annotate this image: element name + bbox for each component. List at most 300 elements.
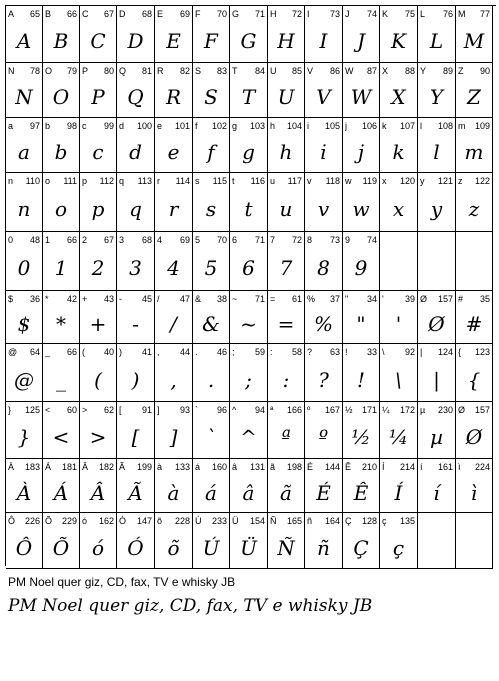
glyph-label bbox=[307, 234, 340, 246]
glyph-char: à bbox=[157, 462, 163, 472]
glyph-char: Ê bbox=[345, 462, 352, 472]
glyph-label bbox=[458, 346, 490, 358]
glyph-char: 9 bbox=[345, 235, 351, 245]
glyph-label bbox=[420, 175, 453, 187]
glyph-cell bbox=[343, 291, 380, 344]
glyph-code: 113 bbox=[137, 176, 152, 186]
glyph-char: C bbox=[82, 9, 89, 19]
glyph-sample: À bbox=[16, 480, 32, 505]
glyph-sample: { bbox=[467, 367, 481, 392]
glyph-label bbox=[345, 8, 377, 20]
glyph-sample: m bbox=[464, 140, 484, 164]
glyph-cell bbox=[456, 459, 493, 513]
glyph-code: 210 bbox=[361, 462, 377, 472]
glyph-label bbox=[232, 461, 265, 473]
glyph-code: 43 bbox=[103, 294, 114, 304]
glyph-sample: X bbox=[391, 85, 406, 109]
glyph-cell bbox=[6, 344, 43, 402]
glyph-cell bbox=[456, 63, 493, 118]
glyph-char: T bbox=[232, 66, 238, 76]
glyph-sample: ` bbox=[206, 425, 216, 449]
glyph-sample: Í bbox=[394, 480, 403, 505]
glyph-cell bbox=[155, 344, 193, 402]
glyph-cell bbox=[80, 6, 117, 63]
glyph-sample: o bbox=[54, 197, 68, 221]
glyph-label bbox=[8, 515, 40, 527]
glyph-label bbox=[382, 234, 415, 246]
glyph-code: 118 bbox=[325, 176, 340, 186]
glyph-sample: + bbox=[89, 312, 107, 336]
glyph-code: 99 bbox=[103, 121, 114, 131]
glyph-code: 37 bbox=[329, 294, 340, 304]
glyph-char: k bbox=[382, 121, 387, 131]
glyph-cell bbox=[418, 232, 456, 291]
glyph-code: 105 bbox=[324, 121, 340, 131]
glyph-sample: õ bbox=[167, 535, 180, 560]
glyph-label bbox=[270, 234, 302, 246]
sample-text-font: PM Noel quer giz, CD, fax, TV e whisky JB bbox=[8, 596, 373, 616]
glyph-code: 40 bbox=[103, 347, 114, 357]
glyph-code: 157 bbox=[474, 405, 490, 415]
glyph-char: Q bbox=[119, 66, 127, 76]
glyph-char: { bbox=[458, 347, 462, 357]
glyph-code: 120 bbox=[399, 176, 415, 186]
glyph-code: 96 bbox=[216, 405, 227, 415]
glyph-code: 73 bbox=[329, 9, 340, 19]
glyph-code: 42 bbox=[66, 294, 77, 304]
glyph-sample bbox=[456, 529, 492, 566]
glyph-cell bbox=[343, 63, 380, 118]
glyph-code: 167 bbox=[324, 405, 340, 415]
glyph-sample: B bbox=[53, 29, 69, 53]
glyph-char: Ø bbox=[458, 405, 466, 415]
glyph-char: ç bbox=[382, 516, 387, 526]
glyph-cell bbox=[43, 173, 80, 232]
glyph-char: ¼ bbox=[382, 405, 390, 415]
glyph-cell bbox=[418, 63, 456, 118]
glyph-label bbox=[119, 515, 152, 527]
glyph-sample: e bbox=[167, 140, 180, 164]
glyph-code: 76 bbox=[442, 9, 453, 19]
glyph-label bbox=[82, 234, 114, 246]
glyph-sample: í bbox=[433, 480, 440, 505]
glyph-cell bbox=[418, 344, 456, 402]
glyph-cell bbox=[193, 459, 230, 513]
glyph-code: 58 bbox=[291, 347, 302, 357]
glyph-char: w bbox=[345, 176, 352, 186]
glyph-code: 160 bbox=[211, 462, 227, 472]
glyph-code: 164 bbox=[324, 516, 340, 526]
glyph-code: 89 bbox=[442, 66, 453, 76]
glyph-char: Á bbox=[45, 462, 52, 472]
glyph-sample: p bbox=[91, 197, 105, 221]
glyph-label bbox=[157, 404, 190, 416]
glyph-code: 144 bbox=[324, 462, 340, 472]
glyph-label bbox=[82, 293, 114, 305]
glyph-cell bbox=[456, 513, 493, 569]
glyph-code: 78 bbox=[29, 66, 40, 76]
glyph-cell bbox=[230, 173, 268, 232]
glyph-char: d bbox=[119, 121, 125, 131]
glyph-cell bbox=[418, 118, 456, 173]
glyph-sample: j bbox=[357, 140, 365, 164]
glyph-sample: Ã bbox=[128, 480, 143, 505]
glyph-cell bbox=[80, 118, 117, 173]
glyph-label bbox=[420, 293, 453, 305]
glyph-sample: A bbox=[16, 29, 32, 53]
glyph-cell bbox=[80, 344, 117, 402]
glyph-label bbox=[45, 346, 77, 358]
glyph-label bbox=[8, 120, 40, 132]
glyph-cell bbox=[305, 118, 343, 173]
glyph-cell bbox=[456, 232, 493, 291]
glyph-label bbox=[157, 65, 190, 77]
glyph-cell bbox=[193, 63, 230, 118]
glyph-sample: ) bbox=[131, 367, 140, 392]
glyph-sample: f bbox=[207, 140, 215, 164]
glyph-label bbox=[270, 293, 302, 305]
glyph-label bbox=[420, 65, 453, 77]
glyph-sample: C bbox=[90, 29, 106, 53]
glyph-cell bbox=[380, 118, 418, 173]
glyph-cell bbox=[155, 6, 193, 63]
glyph-cell bbox=[6, 291, 43, 344]
glyph-cell bbox=[43, 402, 80, 459]
glyph-code: 46 bbox=[216, 347, 227, 357]
glyph-label bbox=[345, 175, 377, 187]
glyph-sample: r bbox=[168, 197, 179, 221]
glyph-char: Ô bbox=[8, 516, 16, 526]
glyph-code: 182 bbox=[98, 462, 114, 472]
glyph-code: 79 bbox=[66, 66, 77, 76]
glyph-label bbox=[345, 461, 377, 473]
glyph-cell bbox=[380, 344, 418, 402]
glyph-label bbox=[307, 8, 340, 20]
glyph-char: á bbox=[195, 462, 201, 472]
glyph-label bbox=[270, 346, 302, 358]
glyph-cell bbox=[268, 402, 305, 459]
glyph-cell bbox=[155, 291, 193, 344]
glyph-char: g bbox=[232, 121, 238, 131]
glyph-cell bbox=[380, 232, 418, 291]
glyph-char: M bbox=[458, 9, 466, 19]
glyph-cell bbox=[117, 118, 155, 173]
glyph-sample: 4 bbox=[167, 256, 180, 280]
glyph-code: 214 bbox=[399, 462, 415, 472]
glyph-label bbox=[420, 515, 453, 527]
glyph-sample: } bbox=[17, 425, 31, 449]
glyph-code: 85 bbox=[291, 66, 302, 76]
glyph-code: 45 bbox=[141, 294, 152, 304]
glyph-sample: @ bbox=[14, 367, 34, 392]
glyph-sample: - bbox=[132, 312, 139, 336]
glyph-code: 63 bbox=[329, 347, 340, 357]
glyph-sample: ? bbox=[318, 367, 329, 392]
glyph-sample: Â bbox=[90, 480, 106, 505]
glyph-char: Ó bbox=[119, 516, 127, 526]
glyph-cell bbox=[6, 459, 43, 513]
glyph-label bbox=[8, 461, 40, 473]
glyph-cell bbox=[80, 232, 117, 291]
glyph-sample: k bbox=[392, 140, 405, 164]
glyph-cell bbox=[43, 6, 80, 63]
glyph-label bbox=[232, 65, 265, 77]
glyph-sample: _ bbox=[56, 367, 66, 392]
glyph-label bbox=[420, 8, 453, 20]
glyph-sample bbox=[418, 248, 455, 288]
glyph-sample: Ø bbox=[465, 425, 483, 449]
glyph-code: 67 bbox=[103, 235, 114, 245]
glyph-sample: Q bbox=[127, 85, 144, 109]
glyph-label bbox=[195, 8, 227, 20]
glyph-cell bbox=[80, 513, 117, 569]
glyph-label bbox=[195, 234, 227, 246]
glyph-char: > bbox=[82, 405, 88, 415]
glyph-label bbox=[157, 461, 190, 473]
glyph-cell bbox=[155, 118, 193, 173]
glyph-label bbox=[307, 293, 340, 305]
glyph-cell bbox=[43, 232, 80, 291]
glyph-cell bbox=[230, 6, 268, 63]
glyph-code: 68 bbox=[141, 9, 152, 19]
glyph-char: É bbox=[307, 462, 314, 472]
glyph-code: 61 bbox=[291, 294, 302, 304]
glyph-code: 81 bbox=[141, 66, 152, 76]
glyph-sample: P bbox=[91, 85, 105, 109]
glyph-char: @ bbox=[8, 347, 18, 357]
glyph-cell bbox=[80, 63, 117, 118]
glyph-sample: ¼ bbox=[388, 425, 409, 449]
glyph-code: 80 bbox=[103, 66, 114, 76]
glyph-label bbox=[458, 120, 490, 132]
glyph-sample: W bbox=[350, 85, 372, 109]
glyph-label bbox=[232, 175, 265, 187]
glyph-label bbox=[382, 515, 415, 527]
glyph-sample: V bbox=[316, 85, 331, 109]
glyph-cell bbox=[193, 173, 230, 232]
glyph-cell bbox=[117, 344, 155, 402]
glyph-label bbox=[345, 65, 377, 77]
glyph-code: 199 bbox=[136, 462, 152, 472]
glyph-label bbox=[307, 175, 340, 187]
glyph-label bbox=[382, 293, 415, 305]
glyph-label bbox=[270, 8, 302, 20]
glyph-code: 123 bbox=[474, 347, 490, 357]
glyph-label bbox=[382, 8, 415, 20]
glyph-label bbox=[382, 461, 415, 473]
glyph-label bbox=[45, 65, 77, 77]
glyph-code: 69 bbox=[179, 235, 190, 245]
glyph-sample: h bbox=[279, 140, 293, 164]
glyph-label bbox=[382, 175, 415, 187]
glyph-code: 82 bbox=[179, 66, 190, 76]
glyph-sample: Ê bbox=[353, 480, 369, 505]
glyph-code: 93 bbox=[179, 405, 190, 415]
glyph-label bbox=[82, 461, 114, 473]
glyph-sample: M bbox=[463, 29, 485, 53]
glyph-cell bbox=[80, 459, 117, 513]
glyph-code: 66 bbox=[66, 347, 77, 357]
glyph-sample: # bbox=[465, 312, 483, 336]
glyph-sample: µ bbox=[430, 425, 443, 449]
glyph-cell bbox=[230, 513, 268, 569]
glyph-char: # bbox=[458, 294, 464, 304]
glyph-label bbox=[232, 515, 265, 527]
glyph-sample: b bbox=[54, 140, 68, 164]
glyph-char: O bbox=[45, 66, 53, 76]
glyph-code: 135 bbox=[399, 516, 415, 526]
glyph-sample: 1 bbox=[54, 256, 68, 280]
glyph-cell bbox=[155, 232, 193, 291]
glyph-char: 8 bbox=[307, 235, 313, 245]
glyph-code: 44 bbox=[179, 347, 190, 357]
glyph-char: l bbox=[420, 121, 422, 131]
glyph-char: F bbox=[195, 9, 201, 19]
glyph-cell bbox=[456, 6, 493, 63]
glyph-char: G bbox=[232, 9, 240, 19]
glyph-cell bbox=[456, 344, 493, 402]
glyph-char: 6 bbox=[232, 235, 238, 245]
glyph-sample: Õ bbox=[52, 535, 70, 560]
glyph-cell bbox=[193, 118, 230, 173]
glyph-code: 75 bbox=[404, 9, 415, 19]
glyph-cell bbox=[193, 6, 230, 63]
glyph-cell bbox=[456, 402, 493, 459]
glyph-label bbox=[82, 120, 114, 132]
glyph-cell bbox=[117, 459, 155, 513]
glyph-label bbox=[458, 175, 490, 187]
glyph-char: < bbox=[45, 405, 51, 415]
glyph-char: b bbox=[45, 121, 51, 131]
glyph-label bbox=[82, 175, 114, 187]
glyph-char: r bbox=[157, 176, 160, 186]
glyph-char: Ç bbox=[345, 516, 352, 526]
glyph-label bbox=[458, 234, 490, 246]
glyph-cell bbox=[230, 402, 268, 459]
glyph-char: Õ bbox=[45, 516, 53, 526]
glyph-label bbox=[157, 234, 190, 246]
glyph-code: 183 bbox=[24, 462, 40, 472]
glyph-sample: 8 bbox=[317, 256, 330, 280]
glyph-sample: G bbox=[240, 29, 257, 53]
glyph-label bbox=[119, 346, 152, 358]
glyph-code: 66 bbox=[66, 235, 77, 245]
glyph-code: 34 bbox=[366, 294, 377, 304]
glyph-sample: Ü bbox=[240, 535, 257, 560]
glyph-label bbox=[232, 404, 265, 416]
glyph-label bbox=[119, 8, 152, 20]
glyph-label bbox=[157, 120, 190, 132]
glyph-code: 119 bbox=[362, 176, 377, 186]
glyph-char: K bbox=[382, 9, 389, 19]
glyph-sample: g bbox=[242, 140, 255, 164]
glyph-cell bbox=[268, 173, 305, 232]
glyph-char: a bbox=[8, 121, 14, 131]
glyph-code: 62 bbox=[103, 405, 114, 415]
glyph-cell bbox=[230, 291, 268, 344]
glyph-sample: H bbox=[277, 29, 295, 53]
glyph-char: ) bbox=[119, 347, 122, 357]
glyph-sample: N bbox=[15, 85, 33, 109]
glyph-label bbox=[382, 404, 415, 416]
glyph-cell bbox=[43, 118, 80, 173]
glyph-cell bbox=[43, 291, 80, 344]
glyph-label bbox=[195, 293, 227, 305]
glyph-cell bbox=[230, 63, 268, 118]
glyph-sample: E bbox=[166, 29, 181, 53]
glyph-sample: / bbox=[170, 312, 177, 336]
glyph-sample: ì bbox=[470, 480, 478, 505]
glyph-sample bbox=[380, 248, 417, 288]
glyph-label bbox=[420, 346, 453, 358]
glyph-label bbox=[119, 293, 152, 305]
glyph-sample: à bbox=[167, 480, 180, 505]
glyph-char: ó bbox=[82, 516, 88, 526]
glyph-label bbox=[8, 293, 40, 305]
glyph-char: [ bbox=[119, 405, 122, 415]
glyph-label bbox=[232, 8, 265, 20]
glyph-cell bbox=[418, 402, 456, 459]
glyph-label bbox=[382, 65, 415, 77]
glyph-char: Ú bbox=[195, 516, 202, 526]
glyph-sample: 5 bbox=[204, 256, 218, 280]
glyph-code: 71 bbox=[254, 235, 265, 245]
glyph-code: 88 bbox=[404, 66, 415, 76]
glyph-char: u bbox=[270, 176, 276, 186]
glyph-code: 124 bbox=[437, 347, 453, 357]
glyph-label bbox=[307, 120, 340, 132]
glyph-label bbox=[270, 461, 302, 473]
glyph-sample: 6 bbox=[242, 256, 255, 280]
glyph-code: 103 bbox=[249, 121, 265, 131]
glyph-sample: \ bbox=[395, 367, 402, 392]
glyph-cell bbox=[193, 402, 230, 459]
glyph-char: 1 bbox=[45, 235, 51, 245]
glyph-cell bbox=[305, 291, 343, 344]
glyph-label bbox=[345, 346, 377, 358]
glyph-sample: z bbox=[468, 197, 480, 221]
glyph-char: J bbox=[345, 9, 350, 19]
glyph-sample: J bbox=[356, 29, 366, 53]
glyph-label bbox=[157, 8, 190, 20]
glyph-label bbox=[307, 65, 340, 77]
glyph-sample: Y bbox=[429, 85, 444, 109]
glyph-label bbox=[270, 175, 302, 187]
glyph-sample: Ô bbox=[15, 535, 33, 560]
glyph-code: 70 bbox=[216, 235, 227, 245]
glyph-char: A bbox=[8, 9, 15, 19]
glyph-char: q bbox=[119, 176, 125, 186]
glyph-cell bbox=[155, 173, 193, 232]
glyph-code: 229 bbox=[61, 516, 77, 526]
glyph-sample: ½ bbox=[351, 425, 371, 449]
glyph-cell bbox=[343, 344, 380, 402]
glyph-label bbox=[119, 65, 152, 77]
glyph-label bbox=[45, 515, 77, 527]
glyph-cell bbox=[6, 63, 43, 118]
glyph-cell bbox=[6, 402, 43, 459]
glyph-label bbox=[307, 461, 340, 473]
glyph-char: , bbox=[157, 347, 160, 357]
glyph-cell bbox=[230, 118, 268, 173]
glyph-char: f bbox=[195, 121, 198, 131]
glyph-label bbox=[82, 515, 114, 527]
glyph-sample: S bbox=[204, 85, 218, 109]
glyph-sample: l bbox=[433, 140, 440, 164]
glyph-cell bbox=[380, 513, 418, 569]
glyph-label bbox=[345, 515, 377, 527]
glyph-cell bbox=[155, 63, 193, 118]
